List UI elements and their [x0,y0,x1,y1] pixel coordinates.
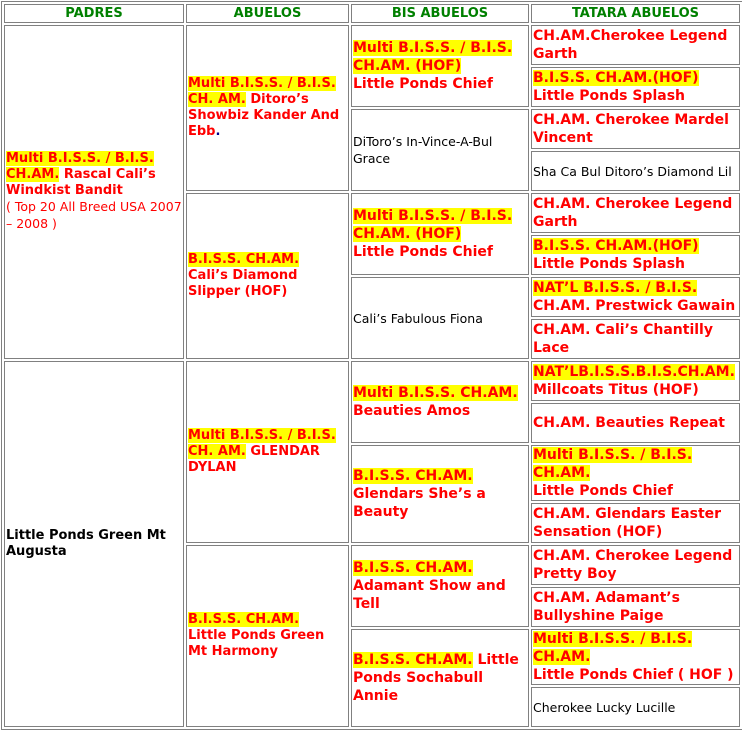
abuelo-name: Cali’s Diamond Slipper (HOF) [188,268,298,299]
abuelo-suffix: . [215,124,221,139]
header-padres: PADRES [4,4,184,23]
tatara-title: NAT’L B.I.S.S. / B.I.S. [533,280,698,296]
tatara-name: CH.AM. Cali’s Chantilly Lace [533,322,713,356]
tatara-name: CH.AM.Cherokee Legend Garth [533,28,728,62]
tatara-name: CH.AM. Cherokee Mardel Vincent [533,112,729,146]
tatara-cell-15 [531,629,740,685]
sire-note: ( Top 20 All Breed USA 2007 – 2008 ) [6,199,182,231]
abuelo-title: Multi B.I.S.S. / B.I.S. CH. AM. [188,76,336,107]
tatara-cell-7 [531,277,740,317]
sire-cell [4,25,184,359]
bis-abuelo-name: Little Ponds Sochabull Annie [353,652,519,704]
bis-abuelo-name: Cali’s Fabulous Fiona [353,310,483,326]
bis-abuelo-cell-1 [351,25,529,107]
bis-abuelo-title: Multi B.I.S.S. / B.I.S. CH.AM. (HOF) [353,40,513,74]
abuelo-cell-1 [186,25,349,191]
tatara-cell-9 [531,361,740,401]
tatara-name: CH.AM. Beauties Repeat [533,415,725,431]
bis-abuelo-name: Beauties Amos [353,403,471,419]
tatara-cell-1 [531,25,740,65]
dam-cell [4,361,184,727]
tatara-name: Sha Ca Bul Ditoro’s Diamond Lil [533,163,732,179]
abuelo-name: Ditoro’s Showbiz Kander And Ebb [188,92,340,139]
bis-abuelo-title: Multi B.I.S.S. CH.AM. [353,385,518,401]
sire-title: Multi B.I.S.S. / B.I.S. CH.AM. [6,151,154,182]
dam-name: Little Ponds Green Mt Augusta [6,528,166,559]
pedigree-table [1,1,742,730]
abuelo-cell-4 [186,545,349,727]
abuelo-cell-3 [186,361,349,543]
tatara-name: Little Ponds Splash [533,256,685,272]
tatara-cell-5 [531,193,740,233]
tatara-name: CH.AM. Glendars Easter Sensation (HOF) [533,506,722,540]
bis-abuelo-title: Multi B.I.S.S. / B.I.S. CH.AM. (HOF) [353,208,513,242]
header-tatara-abuelos: TATARA ABUELOS [531,4,740,23]
tatara-name: CH.AM. Cherokee Legend Garth [533,196,733,230]
tatara-cell-3 [531,109,740,149]
bis-abuelo-name: Adamant Show and Tell [353,578,506,612]
bis-abuelo-cell-4 [351,277,529,359]
abuelo-cell-2 [186,193,349,359]
abuelo-name: Little Ponds Green Mt Harmony [188,628,325,659]
tatara-cell-12 [531,503,740,543]
tatara-title: Multi B.I.S.S. / B.I.S. CH.AM. [533,631,693,665]
tatara-name: CH.AM. Cherokee Legend Pretty Boy [533,548,733,582]
tatara-name: Cherokee Lucky Lucille [533,699,676,715]
tatara-name: Little Ponds Chief [533,483,673,499]
bis-abuelo-name: Little Ponds Chief [353,244,493,260]
bis-abuelo-cell-7 [351,545,529,627]
tatara-cell-10 [531,403,740,443]
abuelo-title: Multi B.I.S.S. / B.I.S. CH. AM. [188,428,336,459]
tatara-name: Little Ponds Splash [533,88,685,104]
bis-abuelo-name: Little Ponds Chief [353,76,493,92]
tatara-cell-4 [531,151,740,191]
abuelo-title: B.I.S.S. CH.AM. [188,252,300,267]
tatara-cell-6 [531,235,740,275]
tatara-cell-2 [531,67,740,107]
tatara-cell-8 [531,319,740,359]
bis-abuelo-title: B.I.S.S. CH.AM. [353,560,473,576]
tatara-title: Multi B.I.S.S. / B.I.S. CH.AM. [533,447,693,481]
tatara-name: CH.AM. Prestwick Gawain [533,298,736,314]
header-abuelos: ABUELOS [186,4,349,23]
tatara-cell-14 [531,587,740,627]
tatara-cell-11 [531,445,740,501]
sire-name: Rascal Cali’s Windkist Bandit [6,167,156,198]
abuelo-name: GLENDAR DYLAN [188,444,320,475]
bis-abuelo-cell-6 [351,445,529,543]
bis-abuelo-name: Glendars She’s a Beauty [353,486,486,520]
bis-abuelo-title: B.I.S.S. CH.AM. [353,652,473,668]
tatara-title: NAT’LB.I.S.S.B.I.S.CH.AM. [533,364,735,380]
abuelo-title: B.I.S.S. CH.AM. [188,612,300,627]
bis-abuelo-name: DiToro’s In-Vince-A-Bul Grace [353,134,493,166]
header-row [4,4,740,23]
tatara-title: B.I.S.S. CH.AM.(HOF) [533,238,699,254]
tatara-name: Millcoats Titus (HOF) [533,382,699,398]
tatara-cell-13 [531,545,740,585]
bis-abuelo-cell-2 [351,109,529,191]
bis-abuelo-cell-5 [351,361,529,443]
tatara-cell-16 [531,687,740,727]
tatara-name: CH.AM. Adamant’s Bullyshine Paige [533,590,680,624]
bis-abuelo-title: B.I.S.S. CH.AM. [353,468,473,484]
header-bis-abuelos: BIS ABUELOS [351,4,529,23]
tatara-name: Little Ponds Chief ( HOF ) [533,667,734,683]
bis-abuelo-cell-8 [351,629,529,727]
bis-abuelo-cell-3 [351,193,529,275]
tatara-title: B.I.S.S. CH.AM.(HOF) [533,70,699,86]
